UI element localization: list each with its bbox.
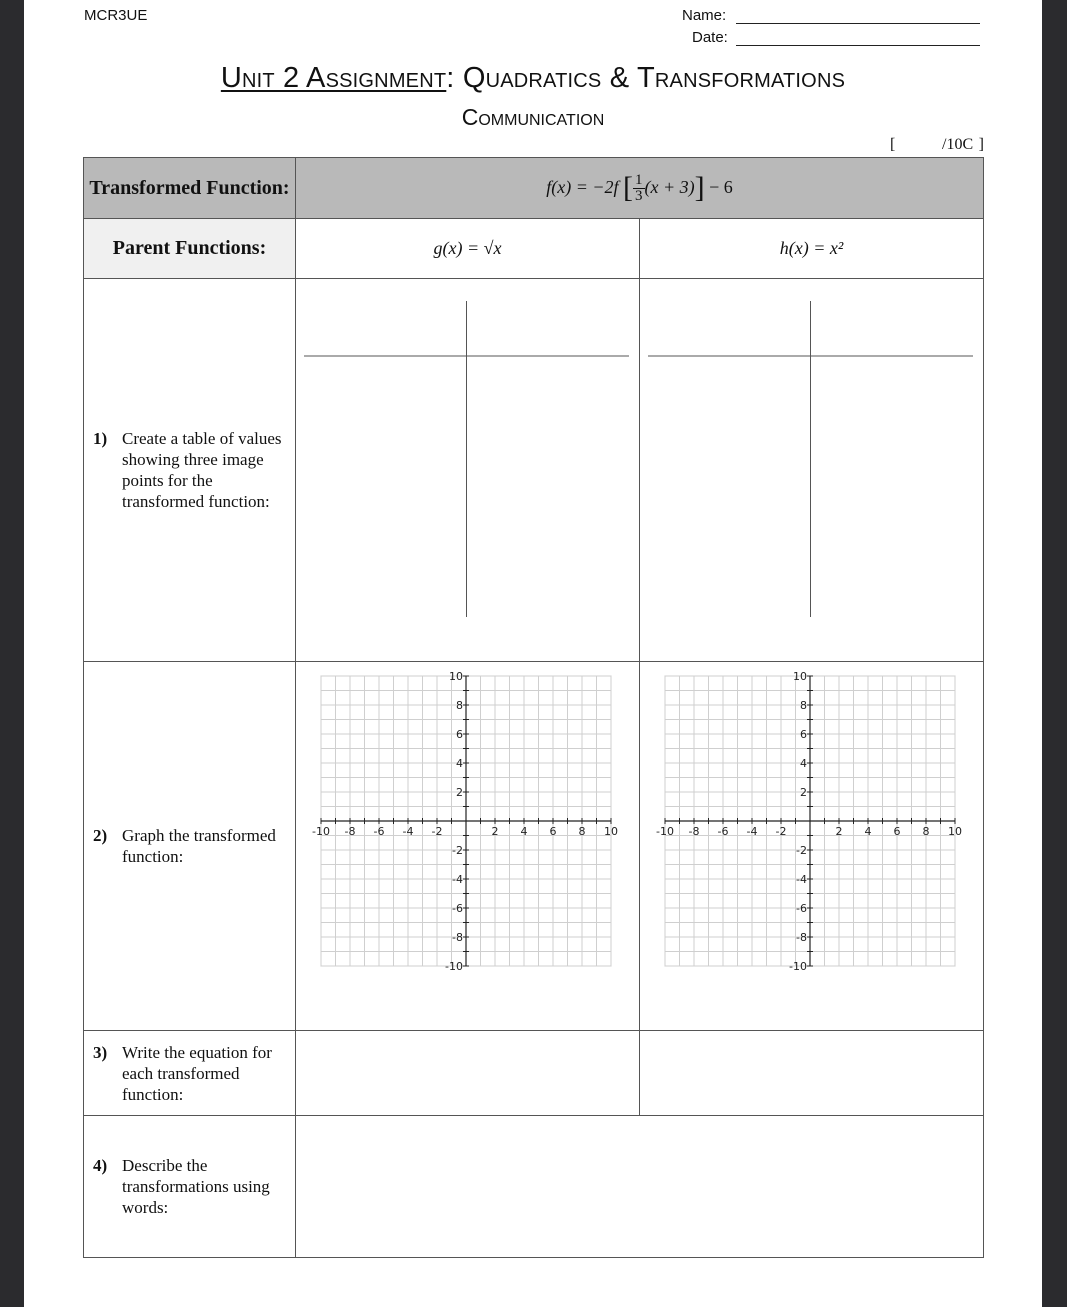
title-topic: Quadratics & Transformations: [462, 62, 846, 94]
eq-frac-den: 3: [635, 188, 643, 205]
y-tick-label: 6: [456, 728, 463, 741]
equation-answer-h[interactable]: [640, 1031, 984, 1116]
y-tick-label: -6: [796, 902, 807, 915]
assignment-table: [83, 157, 984, 1258]
x-tick-label: 6: [549, 825, 557, 838]
y-tick-label: -6: [452, 902, 463, 915]
transformed-row: [84, 158, 984, 219]
coordinate-grid-h[interactable]: [640, 662, 984, 1030]
date-label: Date:: [692, 29, 728, 46]
table-of-values-h[interactable]: [640, 279, 984, 662]
table-of-values-g[interactable]: [296, 279, 640, 662]
score-bracket-open: [: [890, 136, 896, 153]
y-tick-label: -10: [789, 960, 807, 973]
question-text: Graph the transformed function:: [122, 826, 276, 866]
name-label: Name:: [682, 7, 727, 24]
eq-lhs: f(x) = −2f: [546, 177, 619, 197]
y-tick-label: -2: [796, 844, 807, 857]
eq-frac-num: 1: [635, 172, 643, 189]
question-4: [84, 1116, 296, 1258]
y-tick-label: -10: [445, 960, 463, 973]
x-tick-label: -4: [402, 825, 414, 838]
y-tick-label: 2: [800, 786, 807, 799]
x-tick-label: 8: [922, 825, 930, 838]
x-tick-label: -6: [717, 825, 729, 838]
x-tick-label: -2: [775, 825, 787, 838]
y-tick-label: -8: [452, 931, 463, 944]
x-tick-label: 2: [491, 825, 499, 838]
y-tick-label: -8: [796, 931, 807, 944]
eq-inner: (x + 3): [644, 177, 695, 197]
transformations-description-answer[interactable]: [296, 1116, 984, 1258]
y-tick-label: 2: [456, 786, 463, 799]
parent-h: h(x) = x²: [640, 219, 984, 279]
question-text: Describe the transformations using words:: [122, 1156, 270, 1217]
score-bracket-close: ]: [978, 136, 984, 153]
y-tick-label: 6: [800, 728, 807, 741]
x-tick-label: 6: [893, 825, 901, 838]
question-number: 3): [93, 1042, 108, 1062]
question-1: [84, 279, 296, 662]
question-2: [84, 662, 296, 1031]
y-tick-label: 8: [800, 699, 807, 712]
x-tick-label: 10: [604, 825, 618, 838]
y-tick-label: 10: [449, 670, 463, 683]
graph-cell-g[interactable]: [296, 662, 640, 1031]
y-tick-label: 4: [800, 757, 807, 770]
y-tick-label: 10: [793, 670, 807, 683]
x-tick-label: -10: [656, 825, 674, 838]
question-number: 1): [93, 429, 108, 448]
question-text: Write the equation for each transformed function:: [122, 1042, 272, 1104]
question-number: 2): [93, 826, 108, 845]
question-row-1: [84, 279, 984, 662]
parent-label: Parent Functions:: [84, 219, 296, 279]
y-tick-label: -4: [796, 873, 807, 886]
x-tick-label: 4: [520, 825, 528, 838]
title-unit: Unit 2 Assignment: [220, 62, 447, 94]
y-tick-label: 8: [456, 699, 463, 712]
y-tick-label: -4: [452, 873, 463, 886]
worksheet-page: [24, 0, 1042, 1307]
x-tick-label: 8: [578, 825, 586, 838]
x-tick-label: 2: [835, 825, 843, 838]
question-row-4: [84, 1116, 984, 1258]
name-field-line[interactable]: [736, 23, 980, 24]
graph-cell-h[interactable]: [640, 662, 984, 1031]
x-tick-label: -4: [746, 825, 758, 838]
x-tick-label: -8: [344, 825, 356, 838]
transformed-equation: f(x) = −2f [ $\frac{1}{3}$ (x + 3)] − 6: [296, 158, 984, 219]
coordinate-grid-g[interactable]: [296, 662, 640, 1030]
question-row-3: [84, 1031, 984, 1116]
transformed-label: Transformed Function:: [84, 158, 296, 219]
y-tick-label: -2: [452, 844, 463, 857]
course-code: MCR3UE: [84, 7, 148, 24]
parent-row: [84, 219, 984, 279]
page-title: [24, 62, 1042, 95]
score-box: [890, 136, 984, 156]
t-chart-g: [296, 279, 640, 661]
score-text: /10C: [942, 136, 974, 153]
page-subtitle: Communication: [461, 104, 605, 130]
x-tick-label: -10: [312, 825, 330, 838]
t-chart-h: [640, 279, 984, 661]
question-row-2: [84, 662, 984, 1031]
question-text: Create a table of values showing three image points for the transformed function:: [122, 429, 282, 511]
y-tick-label: 4: [456, 757, 463, 770]
question-number: 4): [93, 1156, 108, 1175]
x-tick-label: -2: [431, 825, 443, 838]
x-tick-label: -6: [373, 825, 385, 838]
eq-tail: − 6: [709, 177, 733, 197]
parent-g: g(x) = √x: [296, 219, 640, 279]
x-tick-label: 4: [864, 825, 872, 838]
title-colon: :: [446, 62, 455, 94]
x-tick-label: 10: [948, 825, 962, 838]
question-3: [84, 1031, 296, 1116]
equation-answer-g[interactable]: [296, 1031, 640, 1116]
x-tick-label: -8: [688, 825, 700, 838]
date-field-line[interactable]: [736, 45, 980, 46]
